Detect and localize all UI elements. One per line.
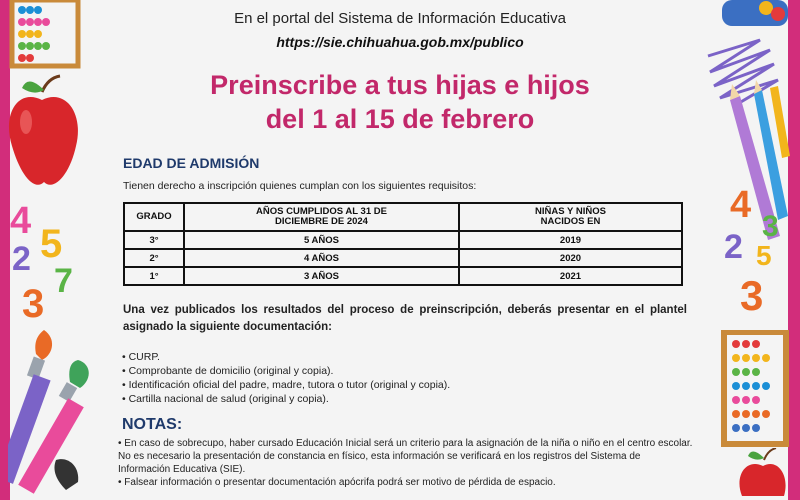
list-item: • Comprobante de domicilio (original y copia). xyxy=(122,364,450,378)
decor-number: 4 xyxy=(730,184,752,226)
decor-number: 3 xyxy=(22,282,45,326)
decor-number: 2 xyxy=(12,240,31,278)
table-cell: 1° xyxy=(124,267,184,285)
list-item: • En caso de sobrecupo, haber cursado Educación Inicial será un criterio para la asignación de la niña o niño en el centro escolar. No es necesario la presentación de constancia en físico, esta información se verificará en los registros del Sistema de Información Educativa (SIE). xyxy=(118,437,694,476)
decor-number: 4 xyxy=(10,200,32,242)
table-cell: 5 AÑOS xyxy=(184,231,459,249)
table-row xyxy=(124,231,682,249)
paintbrush-icon xyxy=(8,330,98,500)
decor-number: 3 xyxy=(762,210,779,243)
admission-title: EDAD DE ADMISIÓN xyxy=(123,155,260,171)
documentation-intro: Una vez publicados los resultados del proceso de preinscripción, deberás presentar en el plantel asignado la siguiente documentación: xyxy=(123,304,687,333)
table-row xyxy=(124,267,682,285)
table-cell: 2° xyxy=(124,249,184,267)
portal-url: https://sie.chihuahua.gob.mx/publico xyxy=(276,34,524,50)
table-header-cell: NIÑAS Y NIÑOS NACIDOS EN xyxy=(459,203,682,231)
requirements-table xyxy=(123,202,683,286)
portal-line: En el portal del Sistema de Información Educativa xyxy=(234,10,566,27)
list-item: • Cartilla nacional de salud (original y copia). xyxy=(122,392,450,406)
decor-number: 3 xyxy=(740,272,764,319)
admission-intro: Tienen derecho a inscripción quienes cumplan con los siguientes requisitos: xyxy=(123,180,477,192)
apple-icon xyxy=(738,448,788,500)
list-item: • Identificación oficial del padre, madre, tutora o tutor (original y copia). xyxy=(122,378,450,392)
table-cell: 2021 xyxy=(459,267,682,285)
decor-number: 7 xyxy=(54,262,73,300)
headline-line-2: del 1 al 15 de febrero xyxy=(265,104,535,134)
decor-number: 5 xyxy=(756,240,772,271)
table-cell: 2020 xyxy=(459,249,682,267)
table-cell: 2019 xyxy=(459,231,682,249)
headline-line-1: Preinscribe a tus hijas e hijos xyxy=(210,70,590,100)
notes-title: NOTAS: xyxy=(122,416,183,433)
list-item: • Falsear información o presentar documentación apócrifa podrá ser motivo de pérdida de espacio. xyxy=(118,476,694,489)
table-cell: 3° xyxy=(124,231,184,249)
table-cell: 3 AÑOS xyxy=(184,267,459,285)
table-row xyxy=(124,249,682,267)
table-header-row xyxy=(124,203,682,231)
notes-list xyxy=(118,437,694,489)
decor-number: 5 xyxy=(40,222,63,266)
table-cell: 4 AÑOS xyxy=(184,249,459,267)
table-header-cell: AÑOS CUMPLIDOS AL 31 DE DICIEMBRE DE 2024 xyxy=(184,203,459,231)
list-item: • CURP. xyxy=(122,350,450,364)
table-header-cell: GRADO xyxy=(124,203,184,231)
decor-number: 2 xyxy=(724,228,743,266)
documentation-list xyxy=(122,350,450,406)
abacus-icon xyxy=(720,330,790,450)
